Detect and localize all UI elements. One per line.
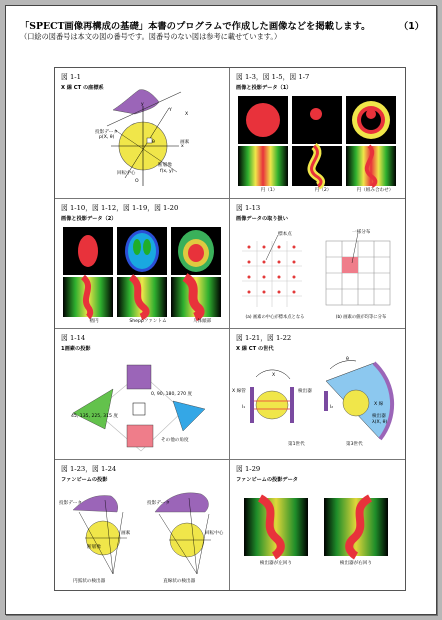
label-left-rot: 検出器が左回り [259, 560, 293, 566]
label-detector-1: 検出器 [298, 389, 312, 394]
figure-number: 図 1-3，図 1-5，図 1-7 [236, 73, 310, 81]
label-angles-2: 45, 135, 225, 315 度 [71, 414, 118, 419]
pixel-center [133, 403, 145, 415]
label-arc-detector: 円弧状の検出器 [73, 578, 106, 584]
sino-left-rot [244, 498, 308, 556]
label-pixel: 画素 [121, 530, 131, 536]
label-proj-sym: p(X, θ) [99, 135, 115, 140]
cell-fig-1-10 [55, 199, 230, 330]
arc-detector [73, 495, 127, 573]
label-proj-sym: λ(X, θ) [372, 420, 388, 425]
cell-fig-1-3 [230, 68, 405, 199]
figure-number: 図 1-29 [236, 464, 261, 473]
label-shepp: Sheppファントム [129, 318, 167, 324]
label-angles-1: 0, 90, 180, 270 度 [151, 392, 193, 397]
label-l2: l₂ [330, 405, 334, 410]
green-projection [73, 389, 113, 429]
label-uniform: 一様分布 [352, 229, 371, 235]
label-tomo-sym: f(x, y) [160, 169, 174, 174]
pixel-sampling-diagram [230, 221, 404, 325]
label-circle-1: 円（1） [260, 188, 278, 193]
figure-caption: X 線 CT の世代 [236, 346, 274, 352]
label-proj: 投影データ [95, 130, 118, 135]
label-xray-tube: X 線管 [232, 389, 246, 394]
figure-number: 図 1-14 [61, 334, 86, 342]
figure-caption: ファンビームの投影データ [236, 476, 298, 483]
label-b: (b) 画素の値が均等に分布 [335, 314, 387, 320]
label-xray: X 線 [374, 402, 384, 407]
label-rotate: 回転中心 [117, 171, 136, 176]
figure-number: 図 1-13 [236, 203, 261, 212]
figure-grid [54, 67, 406, 591]
figure-number: 図 1-1 [61, 73, 81, 81]
label-head: 人体頭部 [192, 318, 212, 324]
generation-3 [324, 361, 392, 439]
label-gen-1: 第1世代 [288, 442, 305, 447]
label-proj-1: 投影データ [59, 500, 82, 506]
label-sample-point: 標本点 [278, 231, 292, 237]
label-O: O [135, 179, 139, 184]
page-subtitle: （口絵の図番号は本文の図の番号です。図番号のない図は参考に載せています。） [20, 32, 282, 41]
label-line-detector: 直線状の検出器 [163, 578, 196, 584]
sino-circle-1 [238, 146, 288, 186]
label-theta: θ [152, 140, 155, 145]
label-l1: l₁ [242, 405, 246, 410]
img-circle-2 [292, 96, 342, 144]
circle-images [230, 92, 404, 196]
label-y: y [141, 102, 144, 107]
figure-caption: 1画素の投影 [61, 346, 91, 352]
label-circle-2: 円（2） [314, 188, 332, 193]
label-tomo: 断層像 [87, 544, 101, 550]
label-other-angles: その他の角度 [161, 438, 189, 443]
page-number: （1） [398, 21, 424, 32]
label-detector-2: 検出器 [372, 414, 386, 419]
figure-caption: 画像データの取り扱い [236, 215, 288, 222]
label-right-rot: 検出器が右回り [339, 560, 373, 566]
page-title [20, 18, 432, 32]
label-Y: Y [169, 108, 172, 113]
projection-profile [113, 90, 159, 114]
phantom-images [55, 223, 229, 327]
grid-b [326, 233, 390, 305]
figure-number: 図 1-21，図 1-22 [236, 334, 292, 342]
cell-fig-1-13 [230, 199, 405, 330]
purple-projection [127, 365, 151, 389]
label-proj-2: 投影データ [147, 500, 170, 506]
cell-fig-1-1 [55, 68, 230, 199]
label-a: (a) 画素の中心が標本点となる [245, 314, 305, 320]
figure-caption: X 線 CT の座標系 [61, 85, 104, 91]
sino-right-rot [324, 498, 388, 556]
cell-fig-1-23 [55, 460, 230, 591]
title-text: 「SPECT画像再構成の基礎」本書のプログラムで作成した画像などを掲載します。 [20, 21, 371, 32]
cyan-projection [173, 401, 205, 431]
label-rotate: 回転中心 [205, 530, 224, 536]
label-theta: θ [346, 357, 349, 362]
fan-sinograms [230, 482, 404, 586]
document-page [5, 5, 437, 615]
label-gen-3: 第3世代 [346, 442, 363, 447]
label-pixel: 画素 [180, 140, 190, 145]
figure-caption: 画像と投影データ（2） [61, 215, 117, 222]
label-tomo: 断層像 [158, 163, 172, 168]
label-X: X [185, 112, 189, 117]
fan-beam-diagram [55, 482, 229, 586]
figure-caption: 画像と投影データ（1） [236, 85, 292, 91]
figure-number: 図 1-23，図 1-24 [61, 464, 117, 473]
pixel-projection-diagram [55, 353, 229, 457]
sino-shepp [117, 277, 167, 317]
figure-caption: ファンビームの投影 [61, 476, 108, 483]
label-ellipse: 楕円 [89, 318, 99, 324]
figure-number: 図 1-10，図 1-12，図 1-19，図 1-20 [61, 203, 179, 212]
grid-a [242, 235, 302, 307]
label-x: x [181, 144, 184, 149]
label-X: X [272, 373, 276, 378]
cell-fig-1-14 [55, 329, 230, 460]
cell-fig-1-29 [230, 460, 405, 591]
cell-fig-1-21 [230, 329, 405, 460]
pink-projection [127, 425, 153, 447]
label-circle-combo: 円（組み合わせ） [356, 188, 394, 193]
